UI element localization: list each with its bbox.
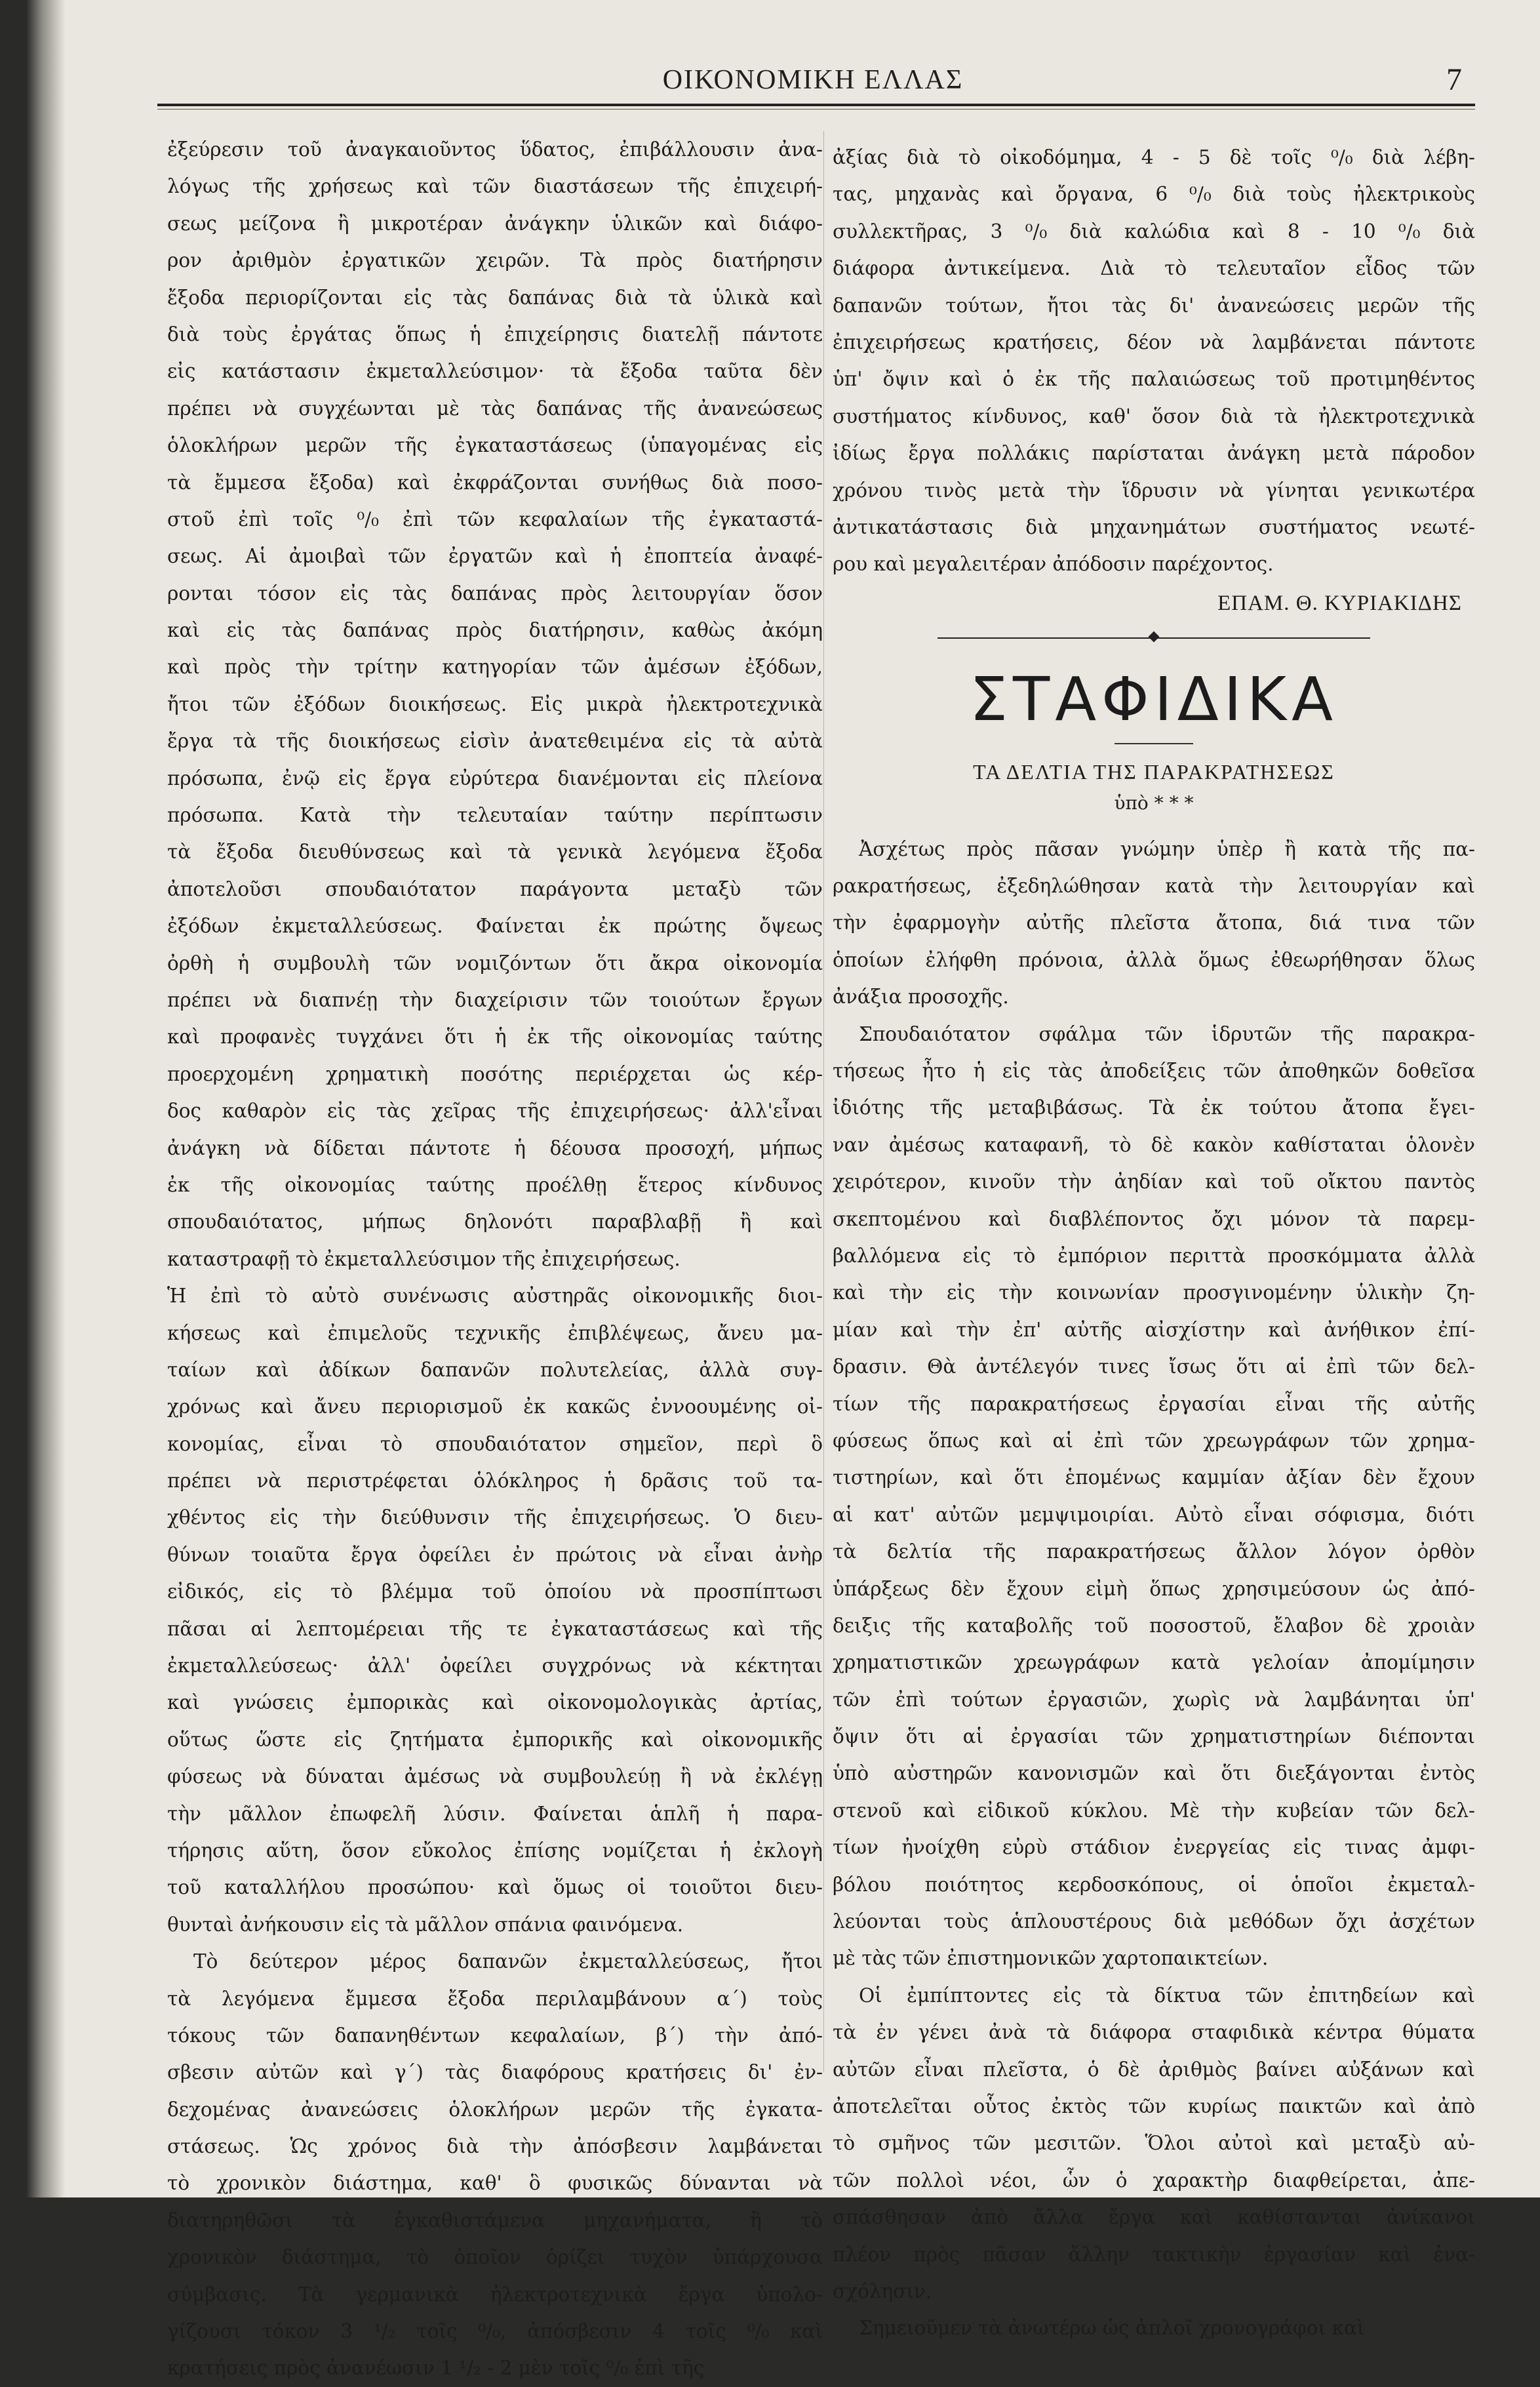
article-byline: ὑπὸ * * * [1114, 792, 1194, 814]
text-line: τῶν ἐπὶ τούτων ἐργασιῶν, χωρὶς νὰ λαμβάνηται ὑπ' [833, 1688, 1475, 1711]
text-line: ρου καὶ μεγαλειτέραν ἀπόδοσιν παρέχοντος. [833, 553, 1274, 576]
text-line: χρονικὸν διάστημα, τὸ ὁποῖον ὁρίζει τυχὸν ὑπάρχουσα [167, 2246, 823, 2269]
text-line: Ἡ ἐπὶ τὸ αὐτὸ συνένωσις αὐστηρᾶς οἰκονομικῆς διοι- [167, 1285, 823, 1308]
text-line: δρασιν. Θὰ ἀντέλεγόν τινες ἴσως ὅτι αἱ ἐπὶ τῶν δελ- [833, 1355, 1475, 1378]
text-line: πρέπει νὰ περιστρέφεται ὁλόκληρος ἡ δρᾶσις τοῦ τα- [167, 1470, 823, 1493]
text-line: διατηρηθῶσι τὰ ἐγκαθιστάμενα μηχανήματα, ἢ τὸ [167, 2209, 823, 2232]
text-line: μὲ τὰς τῶν ἐπιστημονικῶν χαρτοπαικτείων. [833, 1947, 1269, 1970]
text-line: ὄψιν ὅτι αἱ ἐργασίαι τῶν χρηματιστηρίων διέπονται [833, 1725, 1475, 1748]
text-line: στοῦ ἐπὶ τοῖς ⁰/₀ ἐπὶ τῶν κεφαλαίων τῆς ἐγκαταστά- [167, 508, 823, 531]
text-line: αὐτῶν εἶναι πλεῖστα, ὁ δὲ ἀριθμὸς βαίνει αὐξάνων καὶ [833, 2058, 1475, 2081]
text-line: ἀντικατάστασις διὰ μηχανημάτων συστήματος νεωτέ- [833, 515, 1475, 538]
text-line: σπουδαιότατος, μήπως δηλονότι παραβλαβῇ ἢ καὶ [167, 1211, 823, 1234]
text-line: ὀρθὴ ἡ συμβουλὴ τῶν νομιζόντων ὅτι ἄκρα οἰκονομία [167, 952, 823, 974]
text-line: δαπανῶν τούτων, ἤτοι τὰς δι' ἀνανεώσεις μερῶν τῆς [833, 294, 1475, 317]
text-line: προερχομένη χρηματικὴ ποσότης περιέρχεται ὡς κέρ- [167, 1062, 823, 1085]
text-line: καὶ εἰς τὰς δαπάνας πρὸς διατήρησιν, καθὼς ἀκόμη [167, 619, 823, 642]
text-line: τοῦ καταλλήλου προσώπου· καὶ ὅμως οἱ τοιοῦτοι διευ- [167, 1876, 823, 1899]
text-line: τὴν μᾶλλον ἐπωφελῆ λύσιν. Φαίνεται ἁπλῆ ἡ παρα- [167, 1802, 823, 1825]
text-line: ἀξίας διὰ τὸ οἰκοδόμημα, 4 - 5 δὲ τοῖς ⁰/₀ διὰ λέβη- [833, 146, 1475, 169]
binding-shadow [26, 0, 66, 2197]
title-rule [1115, 743, 1193, 744]
text-line: Σημειοῦμεν τὰ ἀνωτέρω ὡς ἁπλοῖ χρονογράφοι καὶ [859, 2317, 1365, 2340]
text-line: τίων τῆς παρακρατήσεως ἐργασίαι εἶναι τῆς αὐτῆς [833, 1392, 1475, 1415]
page-number: 7 [1446, 62, 1462, 97]
text-line: σπάσθησαν ἀπὸ ἄλλα ἔργα καὶ καθίστανται ἀνίκανοι [833, 2206, 1475, 2229]
text-line: δειξις τῆς καταβολῆς τοῦ ποσοστοῦ, ἔλαβον δὲ χροιὰν [833, 1614, 1475, 1637]
text-line: ἐξόδων ἐκμεταλλεύσεως. Φαίνεται ἐκ πρώτης ὄψεως [167, 915, 823, 938]
text-line: ἐκ τῆς οἰκονομίας ταύτης προέλθῃ ἕτερος κίνδυνος [167, 1173, 823, 1196]
text-line: σβεσιν αὐτῶν καὶ γ΄) τὰς διαφόρους κρατήσεις δι' ἐν- [167, 2061, 823, 2084]
text-line: θυνταὶ ἀνήκουσιν εἰς τὰ μᾶλλον σπάνια φαινόμενα. [167, 1913, 684, 1936]
text-line: ἰδίως ἔργα πολλάκις παρίσταται ἀνάγκη μετὰ πάροδον [833, 442, 1475, 465]
text-line: φύσεως νὰ δύναται ἀμέσως νὰ συμβουλεύῃ ἢ νὰ ἐκλέγῃ [167, 1765, 823, 1788]
text-line: αἱ κατ' αὐτῶν μεμψιμοιρίαι. Αὐτὸ εἶναι σόφισμα, διότι [833, 1503, 1475, 1526]
text-line: χρόνου τινὸς μετὰ τὴν ἵδρυσιν νὰ γίνηται γενικωτέρα [833, 479, 1475, 502]
article-subtitle: ΤΑ ΔΕΛΤΙΑ ΤΗΣ ΠΑΡΑΚΡΑΤΗΣΕΩΣ [973, 759, 1335, 784]
text-line: σεως. Αἱ ἀμοιβαὶ τῶν ἐργατῶν καὶ ἡ ἐποπτεία ἀναφέ- [167, 545, 823, 568]
text-line: ὁλοκλήρων μερῶν τῆς ἐγκαταστάσεως (ὑπαγομένας εἰς [167, 434, 823, 457]
text-line: σύμβασις. Τὰ γερμανικὰ ἠλεκτροτεχνικὰ ἔργα ὑπολο- [167, 2283, 823, 2306]
header-rule [157, 104, 1475, 106]
right-column-continued-text [833, 139, 1475, 583]
text-line: πρέπει νὰ διαπνέῃ τὴν διαχείρισιν τῶν τοιούτων ἔργων [167, 988, 823, 1011]
text-line: εἰς κατάστασιν ἐκμεταλλεύσιμον· τὰ ἔξοδα ταῦτα δὲν [167, 360, 823, 383]
text-line: συστήματος κίνδυνος, καθ' ὅσον διὰ τὰ ἠλεκτροτεχνικὰ [833, 405, 1475, 428]
text-line: χειρότερον, κινοῦν τὴν ἀηδίαν καὶ τοῦ οἴκτου παντὸς [833, 1171, 1475, 1194]
text-line: πρόσωπα. Κατὰ τὴν τελευταίαν ταύτην περίπτωσιν [167, 804, 823, 827]
text-line: ἔξοδα περιορίζονται εἰς τὰς δαπάνας διὰ τὰ ὑλικὰ καὶ [167, 286, 823, 309]
text-line: ἰδιότης τῆς μεταβιβάσως. Τὰ ἐκ τούτου ἄτοπα ἔγει- [833, 1096, 1475, 1119]
text-line: οὕτως ὥστε εἰς ζητήματα ἐμπορικῆς καὶ οἰκονομικῆς [167, 1728, 823, 1751]
text-line: σκεπτομένου καὶ διαβλέποντος ὄχι μόνον τὰ παρεμ- [833, 1207, 1475, 1230]
author-signature: ΕΠΑΜ. Θ. ΚΥΡΙΑΚΙΔΗΣ [1217, 591, 1462, 615]
text-line: ναν ἀμέσως καταφανῆ, τὸ δὲ κακὸν καθίσταται ὁλονὲν [833, 1133, 1475, 1156]
text-line: στάσεως. Ὡς χρόνος διὰ τὴν ἀπόσβεσιν λαμβάνεται [167, 2135, 823, 2158]
text-line: πρέπει νὰ συγχέωνται μὲ τὰς δαπάνας τῆς ἀνανεώσεως [167, 397, 823, 420]
text-line: δεχομένας ἀνανεώσεις ὁλοκλήρων μερῶν τῆς ἐγκατα- [167, 2098, 823, 2121]
text-line: τὸ χρονικὸν διάστημα, καθ' ὃ φυσικῶς δύνανται νὰ [167, 2172, 823, 2195]
text-line: Οἱ ἐμπίπτοντες εἰς τὰ δίκτυα τῶν ἐπιτηδείων καὶ [859, 1984, 1475, 2007]
text-line: σεως μείζονα ἢ μικροτέραν ἀνάγκην ὑλικῶν καὶ διάφο- [167, 212, 823, 235]
text-line: λόγως τῆς χρήσεως καὶ τῶν διαστάσεων τῆς ἐπιχειρή- [167, 175, 823, 198]
text-line: πρόσωπα, ἐνῷ εἰς ἔργα εὐρύτερα διανέμονται εἰς πλείονα [167, 767, 823, 790]
right-column [833, 139, 1475, 2347]
text-line: εἰδικός, εἰς τὸ βλέμμα τοῦ ὁποίου νὰ προσπίπτωσι [167, 1580, 823, 1603]
text-line: θύνων τοιαῦτα ἔργα ὀφείλει ἐν πρώτοις νὰ εἶναι ἀνὴρ [167, 1543, 823, 1566]
separator-diamond-icon [1149, 631, 1160, 642]
text-line: στενοῦ καὶ εἰδικοῦ κύκλου. Μὲ τὴν κυβείαν τῶν δελ- [833, 1799, 1475, 1822]
running-title: ΟΙΚΟΝΟΜΙΚΗ ΕΛΛΑΣ [662, 65, 964, 95]
text-line: τὰ ἔξοδα διευθύνσεως καὶ τὰ γενικὰ λεγόμενα ἔξοδα [167, 841, 823, 864]
text-line: μίαν καὶ τὴν ἐπ' αὐτῆς αἰσχίστην καὶ ἀνήθικον ἐπί- [833, 1318, 1475, 1341]
text-line: κρατήσεις πρὸς ἀνανέωσιν 1 ¹/₂ - 2 μὲν τοῖς ⁰/₀ ἐπὶ τῆς [167, 2357, 705, 2380]
text-line: βόλου ποιότητος κερδοσκόπους, οἱ ὁποῖοι ἐκμεταλ- [833, 1873, 1475, 1896]
header-rule-thin [157, 109, 1475, 110]
text-line: τήρησις αὕτη, ὅσον εὔκολος ἐπίσης νομίζεται ἡ ἐκλογὴ [167, 1839, 823, 1862]
article-body [833, 831, 1475, 2347]
text-line: διὰ τοὺς ἐργάτας ὅπως ἡ ἐπιχείρησις διατελῇ πάντοτε [167, 323, 823, 346]
text-line: βαλλόμενα εἰς τὸ ἐμπόριον περιττὰ προσκόμματα ἀλλὰ [833, 1244, 1475, 1267]
text-line: ὁποίων ἐλήφθη πρόνοια, ἀλλὰ ὅμως ἐθεωρήθησαν ὅλως [833, 948, 1475, 971]
text-line: γίζουσι τόκον 3 ¹/₂ τοῖς ⁰/₀, ἀπόσβεσιν 4 τοῖς ⁰/₀ καὶ [167, 2320, 823, 2343]
text-line: πᾶσαι αἱ λεπτομέρειαι τῆς τε ἐγκαταστάσεως καὶ τῆς [167, 1617, 823, 1640]
text-line: ὑπ' ὄψιν καὶ ὁ ἐκ τῆς παλαιώσεως τοῦ προτιμηθέντος [833, 368, 1475, 391]
text-line: συλλεκτῆρας, 3 ⁰/₀ διὰ καλώδια καὶ 8 - 10 ⁰/₀ διὰ [833, 220, 1475, 243]
text-line: καὶ γνώσεις ἐμπορικὰς καὶ οἰκονομολογικὰς ἀρτίας, [167, 1691, 823, 1714]
text-line: χρηματιστικῶν χρεωγράφων κατὰ γελοίαν ἀπομίμησιν [833, 1651, 1475, 1674]
text-line: ἔργα τὰ τῆς διοικήσεως εἰσὶν ἀνατεθειμένα εἰς τὰ αὐτὰ [167, 730, 823, 753]
text-line: τιστηρίων, καὶ ὅτι ἑπομένως καμμίαν ἀξίαν δὲν ἔχουν [833, 1466, 1475, 1489]
text-line: ὑπὸ αὐστηρῶν κανονισμῶν καὶ ὅτι διεξάγονται ἐντὸς [833, 1762, 1475, 1785]
text-line: ἐκμεταλλεύσεως· ἀλλ' ὀφείλει συγχρόνως νὰ κέκτηται [167, 1655, 823, 1677]
text-line: τὰ ἔμμεσα ἔξοδα) καὶ ἐκφράζονται συνήθως διὰ ποσο- [167, 471, 823, 494]
text-line: Ἀσχέτως πρὸς πᾶσαν γνώμην ὑπὲρ ἢ κατὰ τῆς πα- [859, 837, 1475, 860]
text-line: ἀνάγκη νὰ δίδεται πάντοτε ἡ δέουσα προσοχή, μήπως [167, 1136, 823, 1159]
text-line: τὴν ἐφαρμογὴν αὐτῆς πλεῖστα ἄτοπα, διά τινα τῶν [833, 912, 1475, 934]
text-line: ἤτοι τῶν ἐξόδων διοικήσεως. Εἰς μικρὰ ἠλεκτροτεχνικὰ [167, 692, 823, 715]
text-line: ἀποτελοῦσι σπουδαιότατον παράγοντα μεταξὺ τῶν [167, 877, 823, 900]
text-line: ἀποτελεῖται οὗτος ἐκτὸς τῶν κυρίως παικτῶν καὶ ἀπὸ [833, 2095, 1475, 2117]
text-line: τίων ἠνοίχθη εὐρὺ στάδιον ἐνεργείας εἰς τινας ἀμφι- [833, 1836, 1475, 1859]
text-line: λεύονται τοὺς ἁπλουστέρους διὰ μεθόδων ὄχι ἀσχέτων [833, 1910, 1475, 1933]
text-line: φύσεως ὅπως καὶ αἱ ἐπὶ τῶν χρεωγράφων τῶν χρημα- [833, 1429, 1475, 1452]
text-line: ρον ἀριθμὸν ἐργατικῶν χειρῶν. Τὰ πρὸς διατήρησιν [167, 249, 823, 272]
text-line: τὸ σμῆνος τῶν μεσιτῶν. Ὅλοι αὐτοὶ καὶ μεταξὺ αὐ- [833, 2132, 1475, 2155]
text-line: δος καθαρὸν εἰς τὰς χεῖρας τῆς ἐπιχειρήσεως· ἀλλ'εἶναι [167, 1100, 823, 1123]
text-line: ἐξεύρεσιν τοῦ ἀναγκαιοῦντος ὕδατος, ἐπιβάλλουσιν ἀνα- [167, 138, 823, 161]
text-line: καὶ τὴν εἰς τὴν κοινωνίαν προσγινομένην ὑλικὴν ζη- [833, 1281, 1475, 1304]
text-line: χθέντος εἰς τὴν διεύθυνσιν τῆς ἐπιχειρήσεως. Ὁ διευ- [167, 1506, 823, 1529]
text-line: ὑπάρξεως δὲν ἔχουν εἰμὴ ὅπως χρησιμεύσουν ὡς ἀπό- [833, 1577, 1475, 1600]
page-header [157, 52, 1469, 118]
text-line: κήσεως καὶ ἐπιμελοῦς τεχνικῆς ἐπιβλέψεως, ἄνευ μα- [167, 1321, 823, 1344]
article-separator [833, 628, 1475, 647]
text-line: τῶν πολλοὶ νέοι, ὧν ὁ χαρακτὴρ διαφθείρεται, ἀπε- [833, 2169, 1475, 2192]
section-title: ΣΤΑΦΙΔΙΚΑ [969, 664, 1339, 734]
text-line: τὰ λεγόμενα ἔμμεσα ἔξοδα περιλαμβάνουν α΄) τοὺς [167, 1987, 823, 2010]
text-line: ταίων καὶ ἀδίκων δαπανῶν πολυτελείας, ἀλλὰ συγ- [167, 1358, 823, 1381]
left-column [167, 131, 823, 2387]
text-line: Τὸ δεύτερον μέρος δαπανῶν ἐκμεταλλεύσεως, ἤτοι [193, 1950, 823, 1973]
text-line: τὰ δελτία τῆς παρακρατήσεως ἄλλον λόγον ὀρθὸν [833, 1540, 1475, 1563]
text-line: ρονται τόσον εἰς τὰς δαπάνας πρὸς λειτουργίαν ὅσον [167, 582, 823, 605]
column-divider [823, 131, 824, 2072]
text-line: τας, μηχανὰς καὶ ὄργανα, 6 ⁰/₀ διὰ τοὺς ἠλεκτρικοὺς [833, 183, 1475, 206]
text-line: καὶ προφανὲς τυγχάνει ὅτι ἡ ἐκ τῆς οἰκονομίας ταύτης [167, 1026, 823, 1049]
text-line: Σπουδαιότατον σφάλμα τῶν ἱδρυτῶν τῆς παρακρα- [859, 1022, 1475, 1045]
text-line: χρόνως καὶ ἄνευ περιορισμοῦ ἐκ κακῶς ἐννοουμένης οἰ- [167, 1395, 823, 1418]
text-line: τόκους τῶν δαπανηθέντων κεφαλαίων, β΄) τὴν ἀπό- [167, 2024, 823, 2047]
text-line: τήσεως ἦτο ἡ εἰς τὰς ἀποδείξεις τῶν ἀποθηκῶν δοθεῖσα [833, 1060, 1475, 1083]
text-line: ρακρατήσεως, ἐξεδηλώθησαν κατὰ τὴν λειτουργίαν καὶ [833, 875, 1475, 898]
text-line: κονομίας, εἶναι τὸ σπουδαιότατον σημεῖον, περὶ ὃ [167, 1432, 823, 1455]
newspaper-page [26, 0, 1540, 2380]
text-line: καταστραφῇ τὸ ἐκμεταλλεύσιμον τῆς ἐπιχειρήσεως. [167, 1247, 681, 1270]
text-line: διάφορα ἀντικείμενα. Διὰ τὸ τελευταῖον εἶδος τῶν [833, 257, 1475, 280]
text-line: ἐπιχειρήσεως κρατήσεις, δέον νὰ λαμβάνεται πάντοτε [833, 331, 1475, 353]
text-line: τὰ ἐν γένει ἀνὰ τὰ διάφορα σταφιδικὰ κέντρα θύματα [833, 2021, 1475, 2044]
text-line: ἀνάξια προσοχῆς. [833, 986, 1009, 1009]
text-line: πλέον πρὸς πᾶσαν ἄλλην τακτικὴν ἐργασίαν καὶ ἐνα- [833, 2243, 1475, 2266]
text-line: σχόλησιν. [833, 2279, 932, 2302]
text-line: καὶ πρὸς τὴν τρίτην κατηγορίαν τῶν ἀμέσων ἐξόδων, [167, 656, 823, 679]
